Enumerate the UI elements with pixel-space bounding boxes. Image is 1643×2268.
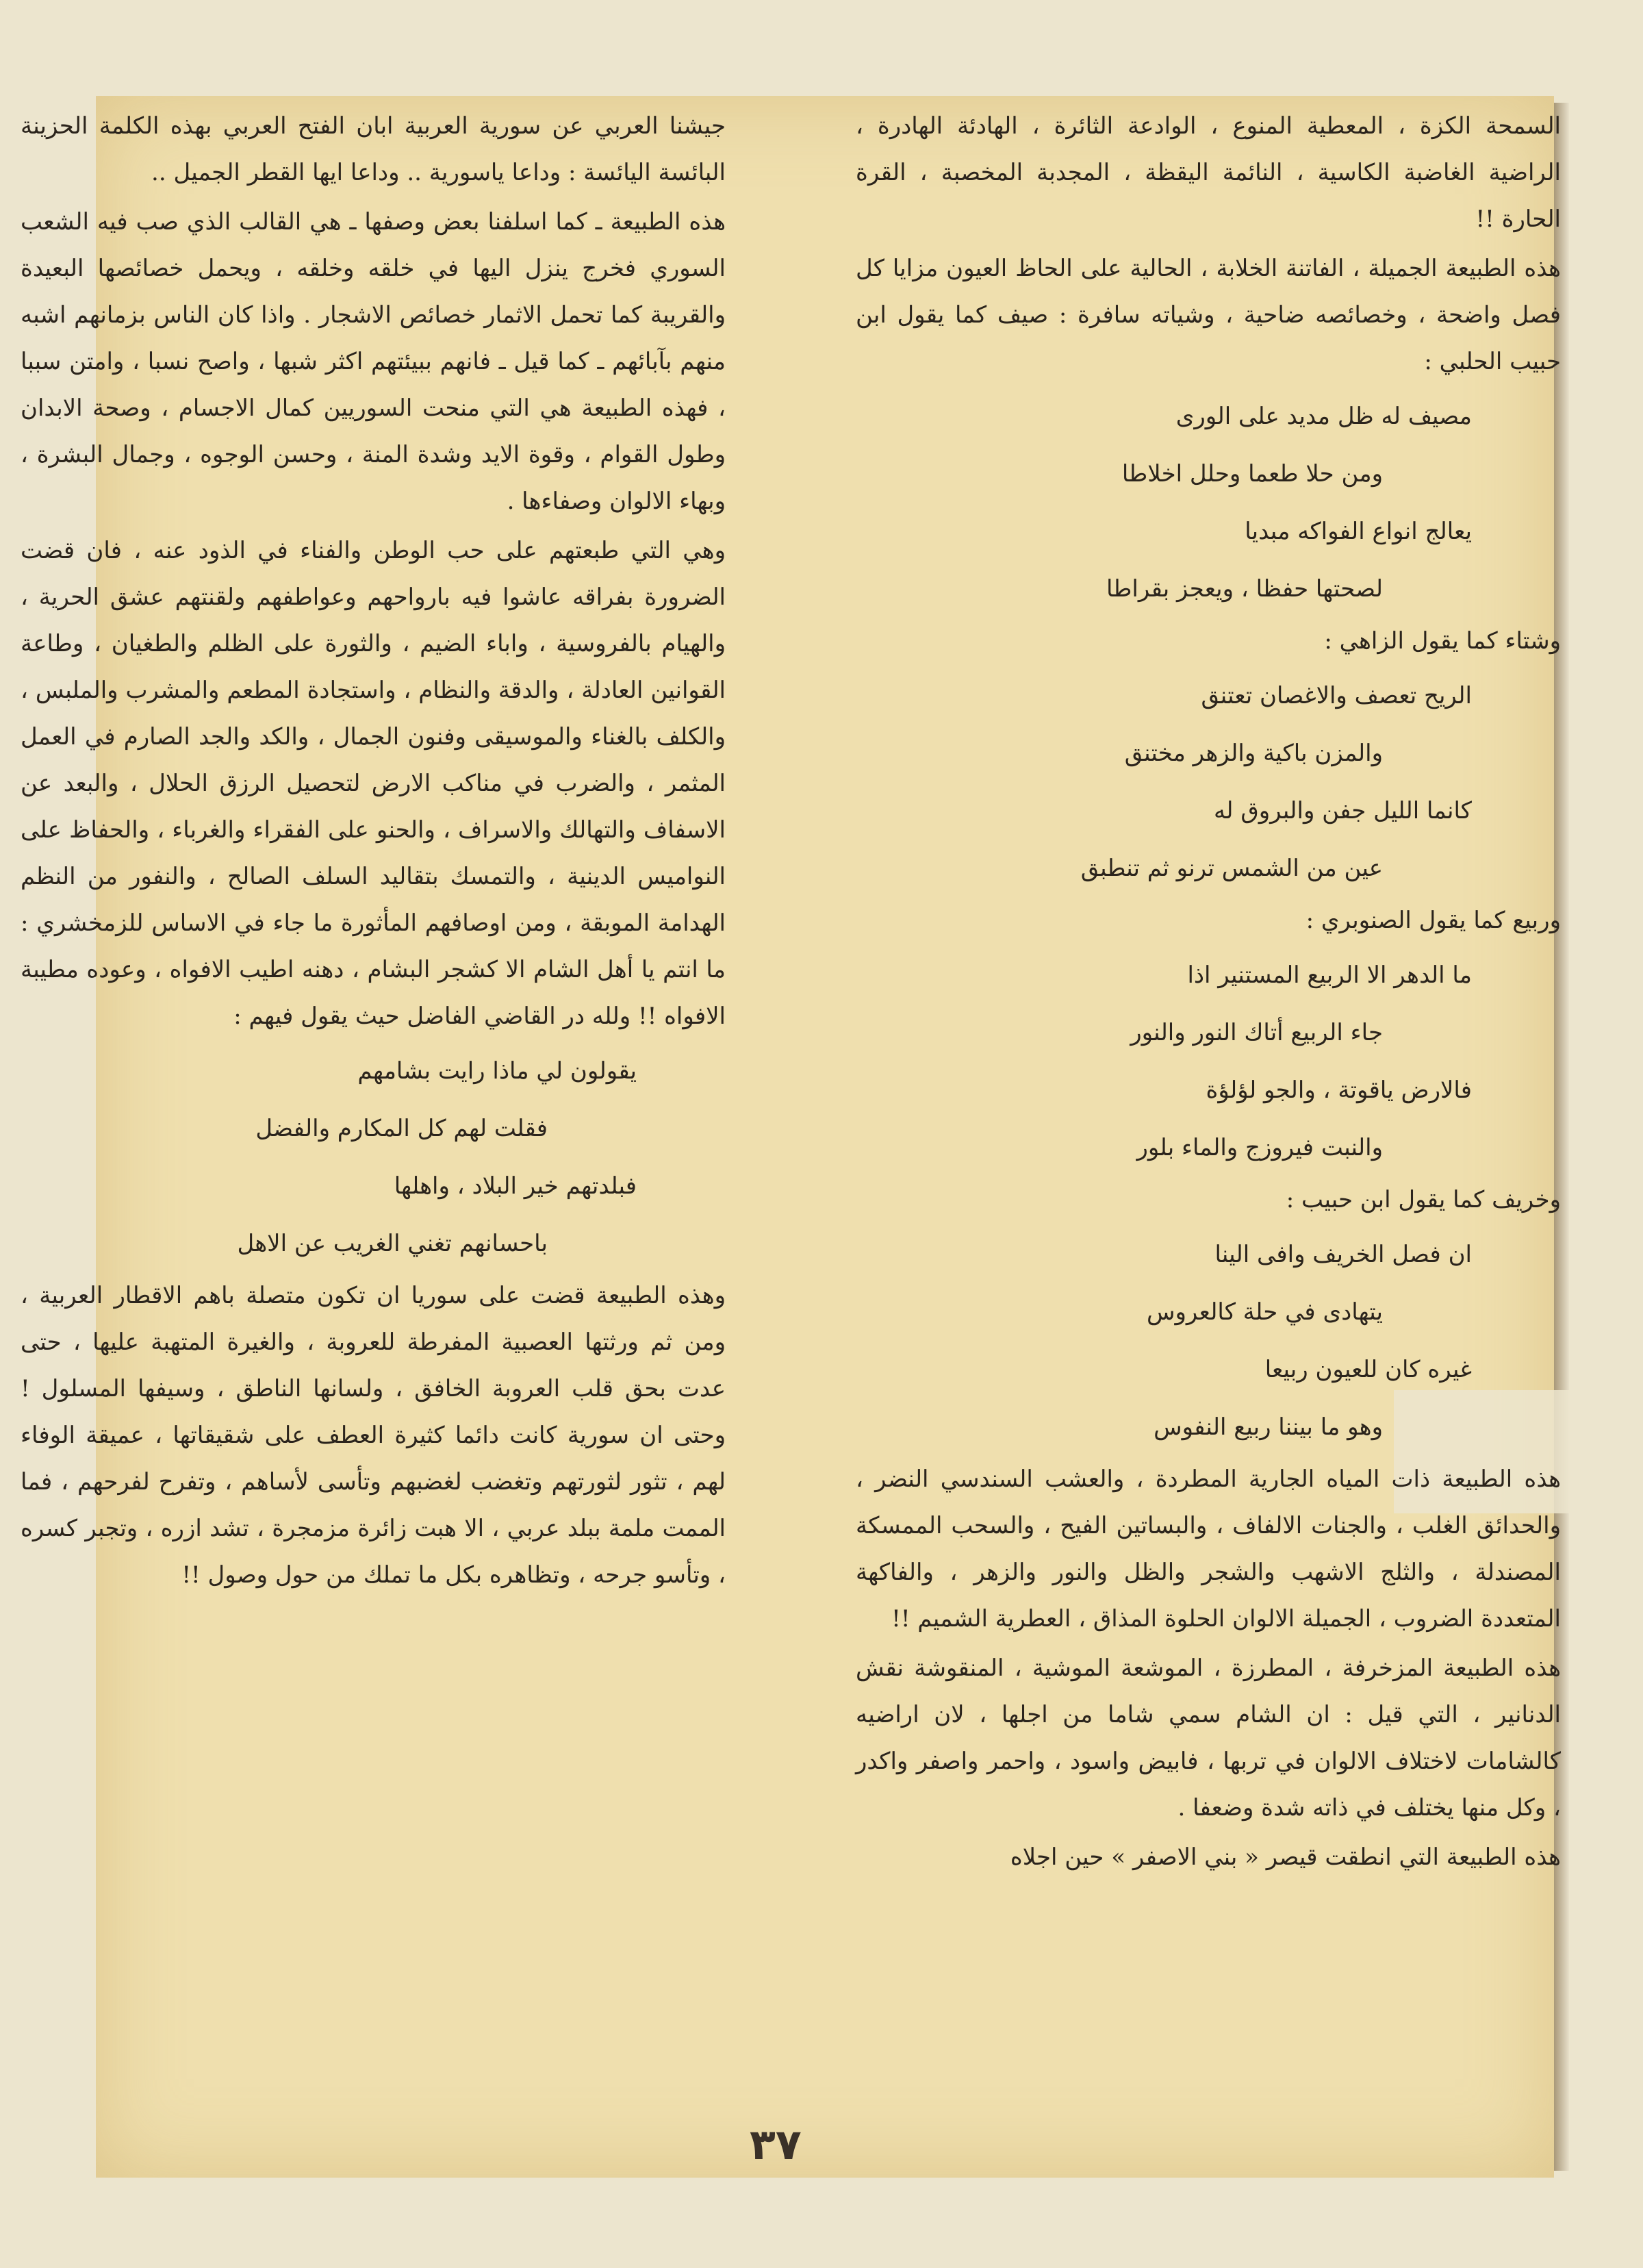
paragraph: وربيع كما يقول الصنوبري : bbox=[1306, 907, 1561, 934]
paragraph: جيشنا العربي عن سورية العربية ابان الفتح العربي بهذه الكلمة الحزينة البائسة اليائسة : وداعا ياسورية .. وداعا ايها القطر الجميل .. bbox=[21, 112, 726, 186]
paragraph: وخريف كما يقول ابن حبيب : bbox=[1286, 1186, 1561, 1213]
poem-verse: عين من الشمس ترنو ثم تنطبق bbox=[1080, 855, 1383, 882]
poem-verse: باحسانهم تغني الغريب عن الاهل bbox=[237, 1230, 548, 1257]
poem-verse: والمزن باكية والزهر مختنق bbox=[1124, 740, 1383, 767]
paragraph: وهي التي طبعتهم على حب الوطن والفناء في الذود عنه ، فان قضت الضرورة بفراقه عاشوا فيه بارواحهم وعواطفهم ولقنتهم عشق الحرية ، والهيام بالفروسية ، واباء الضيم ، والثورة على الظلم والطغيان ، وطاعة القوانين العادلة ، والدقة والنظام ، واستجادة المطعم والمشرب والملبس ، والكلف بالغناء والموسيقى وفنون الجمال ، والكد والجد الصارم في العمل المثمر ، والضرب في مناكب الارض لتحصيل الرزق الحلال ، والبعد عن الاسفاف والتهالك والاسراف ، والحنو على الفقراء والغرباء ، والحفاظ على النواميس الدينية ، والتمسك بتقاليد السلف الصالح ، والنفور من النظم الهدامة الموبقة ، ومن اوصافهم المأثورة ما جاء في الاساس للزمخشري : ما انتم يا أهل الشام الا كشجر البشام ، دهنه اطيب الافواه ، وعوده مطيبة الافواه !! ولله در القاضي الفاضل حيث يقول فيهم : bbox=[21, 537, 726, 1030]
poem-verse: ومن حلا طعما وحلل اخلاطا bbox=[1121, 460, 1383, 488]
poem-verse: يعالج انواع الفواكه مبديا bbox=[1245, 518, 1472, 545]
paragraph: هذه الطبيعة التي انطقت قيصر « بني الاصفر » حين اجلاه bbox=[1010, 1843, 1561, 1871]
poem-verse: جاء الربيع أتاك النور والنور bbox=[1130, 1019, 1383, 1046]
paragraph: السمحة الكزة ، المعطية المنوع ، الوادعة الثائرة ، الهادئة الهادرة ، الراضية الغاضبة الكاسية ، النائمة اليقظة ، المجدبة المخصبة ، القرة الحارة !! bbox=[856, 112, 1561, 233]
poem-verse: لصحتها حفظا ، ويعجز بقراطا bbox=[1106, 575, 1383, 603]
poem-verse: يتهادى في حلة كالعروس bbox=[1146, 1298, 1383, 1326]
poem-verse: كانما الليل جفن والبروق له bbox=[1213, 797, 1472, 824]
poem-verse: يقولون لي ماذا رايت بشامهم bbox=[357, 1057, 637, 1085]
poem-verse: ان فصل الخريف وافى الينا bbox=[1214, 1241, 1472, 1268]
paragraph: هذه الطبيعة ـ كما اسلفنا بعض وصفها ـ هي القالب الذي صب فيه الشعب السوري فخرج ينزل اليها في خلقه وخلقه ، ويحمل خصائصها البعيدة والقريبة كما تحمل الاثمار خصائص الاشجار . واذا كان الناس بزمانهم اشبه منهم بآبائهم ـ كما قيل ـ فانهم ببيئتهم اكثر شبها ، واصح نسبا ، وامتن سببا ، فهذه الطبيعة هي التي منحت السوريين كمال الاجسام ، وصحة الابدان وطول القوام ، وقوة الايد وشدة المنة ، وحسن الوجوه ، وجمال البشرة ، وبهاء الالوان وصفاءها . bbox=[21, 208, 726, 515]
poem-verse: والنبت فيروزج والماء بلور bbox=[1136, 1134, 1383, 1161]
paragraph: هذه الطبيعة المزخرفة ، المطرزة ، الموشعة الموشية ، المنقوشة نقش الدنانير ، التي قيل : ان الشام سمي شاما من اجلها ، لان اراضيه كالشامات لاختلاف الالوان في تربها ، فابيض واسود ، واحمر واصفر واكدر ، وكل منها يختلف في ذاته شدة وضعفا . bbox=[856, 1654, 1561, 1822]
poem-verse: فقلت لهم كل المكارم والفضل bbox=[255, 1115, 548, 1142]
paragraph: هذه الطبيعة ذات المياه الجارية المطردة ، والعشب السندسي النضر ، والحدائق الغلب ، والجنات الالفاف ، والبساتين الفيح ، والسحب الممسكة المصندلة ، والثلج الاشهب والشجر والظل والنور والزهر ، والفاكهة المتعددة الضروب ، الجميلة الالوان الحلوة المذاق ، العطرية الشميم !! bbox=[856, 1465, 1561, 1633]
poem-verse: الريح تعصف والاغصان تعتنق bbox=[1201, 682, 1472, 709]
poem-verse: فبلدتهم خير البلاد ، واهلها bbox=[394, 1172, 637, 1200]
paragraph: وشتاء كما يقول الزاهي : bbox=[1324, 627, 1561, 655]
poem-verse: ما الدهر الا الربيع المستنير اذا bbox=[1187, 961, 1472, 989]
left-text-column bbox=[21, 103, 726, 1601]
poem-verse: وهو ما بيننا ربيع النفوس bbox=[1154, 1413, 1383, 1441]
poem-verse: فالارض ياقوتة ، والجو لؤلؤة bbox=[1206, 1076, 1472, 1104]
right-text-column bbox=[856, 103, 1561, 1883]
poem-verse: مصيف له ظل مديد على الورى bbox=[1175, 403, 1472, 430]
page-number: ٣٧ bbox=[750, 2119, 802, 2169]
paragraph: هذه الطبيعة الجميلة ، الفاتنة الخلابة ، الحالية على الحاظ العيون مزايا كل فصل واضحة ، وخصائصه ضاحية ، وشياته سافرة : صيف كما يقول ابن حبيب الحلبي : bbox=[856, 255, 1561, 375]
poem-verse: غيره كان للعيون ربيعا bbox=[1264, 1356, 1472, 1383]
paragraph: وهذه الطبيعة قضت على سوريا ان تكون متصلة باهم الاقطار العربية ، ومن ثم ورثتها العصبية المفرطة للعروبة ، والغيرة المتهبة عليها ، حتى عدت بحق قلب العروبة الخافق ، ولسانها الناطق ، وسيفها المسلول ! وحتى ان سورية كانت دائما كثيرة العطف على شقيقاتها ، عميقة الوفاء لهم ، تثور لثورتهم وتغضب لغضبهم وتأسى لأساهم ، وتفرح لفرحهم ، فما الممت ملمة ببلد عربي ، الا هبت زائرة مزمجرة ، تشد ازره ، وتجبر كسره ، وتأسو جرحه ، وتظاهره بكل ما تملك من حول وصول !! bbox=[21, 1282, 726, 1589]
